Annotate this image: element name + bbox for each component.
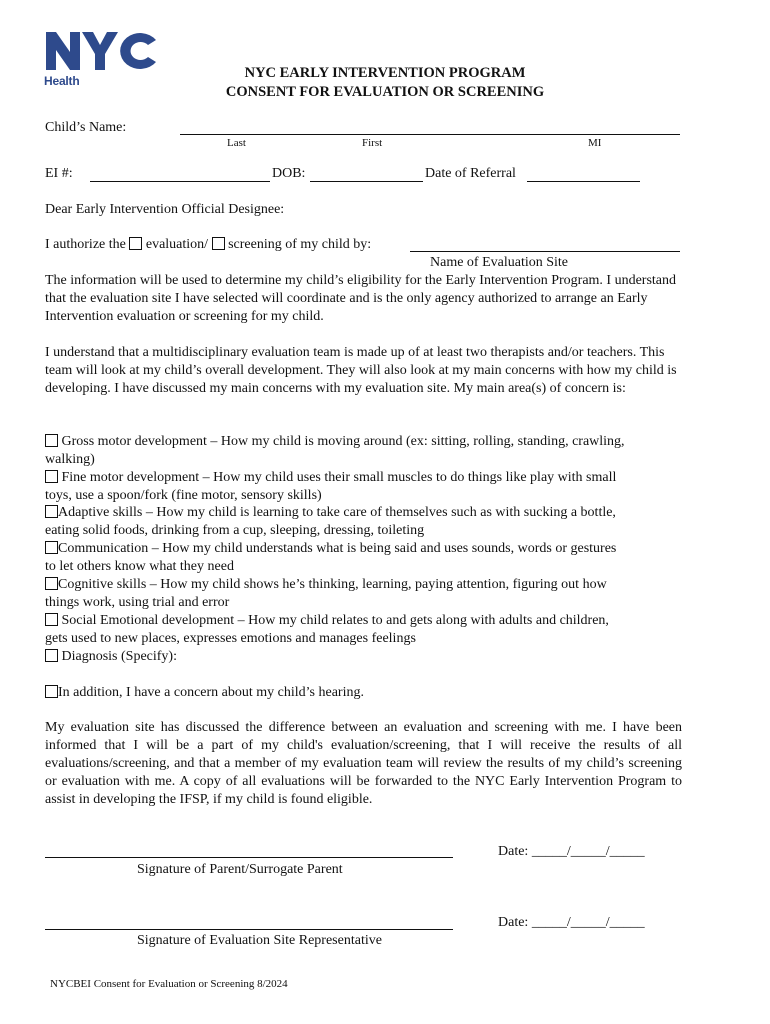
concern-checkbox[interactable]: [45, 434, 58, 447]
concern-text: Adaptive skills – How my child is learning to take care of themselves such as with sucking a bottle,: [58, 505, 616, 520]
concern-text: Fine motor development – How my child uses their small muscles to do things like play with small: [61, 470, 617, 485]
authorize-prefix: I authorize the: [45, 237, 126, 252]
concern-social-emotional: [45, 612, 695, 648]
representative-date-row: [498, 915, 645, 931]
concern-text-cont: gets used to new places, expresses emotions and manages feelings: [45, 631, 416, 646]
evaluation-site-caption: Name of Evaluation Site: [430, 255, 569, 270]
eligibility-paragraph: The information will be used to determine my child’s eligibility for the Early Intervention Program. I understand that the evaluation site I have selected will coordinate and is the only agency authorized to arrange an Early Intervention evaluation or screening for my child.: [45, 273, 677, 324]
dob-field[interactable]: [310, 166, 423, 182]
evaluation-screening-paragraph: My evaluation site has discussed the difference between an evaluation and screening with me. I have been informed that I will be a part of my child's evaluation/screening, that I will receive the results of all evaluations/screening, and that a member of my evaluation team will review the results of my child’s screening or evaluation with me. A copy of all evaluations will be forwarded to the NYC Early Intervention Program to assist in developing the IFSP, if my child is found eligible.: [45, 720, 682, 807]
ei-number-label: EI #:: [45, 166, 73, 181]
concern-cognitive: [45, 576, 695, 612]
concern-text-cont: things work, using trial and error: [45, 595, 230, 610]
child-name-field[interactable]: [180, 119, 680, 135]
greeting-text: Dear Early Intervention Official Designee:: [45, 202, 285, 217]
form-title-line2: CONSENT FOR EVALUATION OR SCREENING: [225, 84, 545, 100]
ei-number-field[interactable]: [90, 166, 270, 182]
middle-initial-caption: MI: [588, 137, 602, 149]
last-name-caption: Last: [227, 137, 246, 149]
authorize-row: [45, 237, 371, 253]
concern-text: Gross motor development – How my child is moving around (ex: sitting, rolling, standing, crawling,: [61, 434, 625, 449]
evaluation-site-field[interactable]: [410, 236, 680, 252]
concern-communication: [45, 540, 695, 576]
form-footer: NYCBEI Consent for Evaluation or Screening 8/2024: [50, 978, 288, 990]
concern-gross-motor: [45, 433, 695, 469]
parent-date-label: Date:: [498, 844, 529, 859]
evaluation-option-label: evaluation/: [145, 237, 209, 252]
concern-text-cont: eating solid foods, drinking from a cup, sleeping, dressing, toileting: [45, 523, 425, 538]
concern-text: Cognitive skills – How my child shows he’s thinking, learning, paying attention, figuring out how: [58, 577, 607, 592]
concern-text-cont: walking): [45, 452, 95, 467]
concern-fine-motor: [45, 469, 695, 504]
concern-checkbox[interactable]: [45, 505, 58, 518]
parent-signature-label: Signature of Parent/Surrogate Parent: [137, 862, 343, 877]
concern-adaptive: [45, 504, 695, 540]
date-of-referral-field[interactable]: [527, 166, 640, 182]
date-of-referral-label: Date of Referral: [425, 166, 516, 181]
concern-text: Social Emotional development – How my child relates to and gets along with adults and children,: [61, 613, 609, 628]
concern-checkbox[interactable]: [45, 613, 58, 626]
concern-checkbox[interactable]: [45, 541, 58, 554]
form-title-line1: NYC EARLY INTERVENTION PROGRAM: [244, 65, 526, 81]
concern-text: Communication – How my child understands what is being said and uses sounds, words or gestures: [58, 541, 617, 556]
hearing-concern-text: In addition, I have a concern about my child’s hearing.: [58, 685, 364, 700]
concern-diagnosis: [45, 648, 695, 666]
parent-signature-line[interactable]: [45, 857, 453, 858]
concern-list: [45, 433, 695, 666]
concern-text-cont: toys, use a spoon/fork (fine motor, sensory skills): [45, 488, 322, 503]
screening-checkbox[interactable]: [212, 237, 225, 250]
concern-checkbox[interactable]: [45, 649, 58, 662]
dob-label: DOB:: [272, 166, 306, 181]
concern-checkbox[interactable]: [45, 470, 58, 483]
screening-option-label: screening of my child by:: [228, 237, 372, 252]
child-name-label: Child’s Name:: [45, 120, 127, 135]
concern-text-cont: to let others know what they need: [45, 559, 234, 574]
representative-signature-line[interactable]: [45, 929, 453, 930]
first-name-caption: First: [362, 137, 383, 149]
multidisciplinary-paragraph: I understand that a multidisciplinary evaluation team is made up of at least two therapists and/or teachers. This team will look at my child’s overall development. They will also look at my main concerns with how my child is developing. I have discussed my main concerns with my evaluation site. My main area(s) of concern is:: [45, 345, 677, 396]
concern-text: Diagnosis (Specify):: [61, 649, 177, 664]
parent-date-blank[interactable]: _____/_____/_____: [531, 844, 645, 859]
concern-checkbox[interactable]: [45, 577, 58, 590]
evaluation-checkbox[interactable]: [129, 237, 142, 250]
representative-date-blank[interactable]: _____/_____/_____: [531, 915, 645, 930]
hearing-concern-row: [45, 684, 364, 702]
hearing-checkbox[interactable]: [45, 685, 58, 698]
representative-signature-label: Signature of Evaluation Site Representative: [137, 933, 382, 948]
logo-health-text: Health: [44, 74, 80, 88]
representative-date-label: Date:: [498, 915, 529, 930]
parent-date-row: [498, 844, 645, 860]
